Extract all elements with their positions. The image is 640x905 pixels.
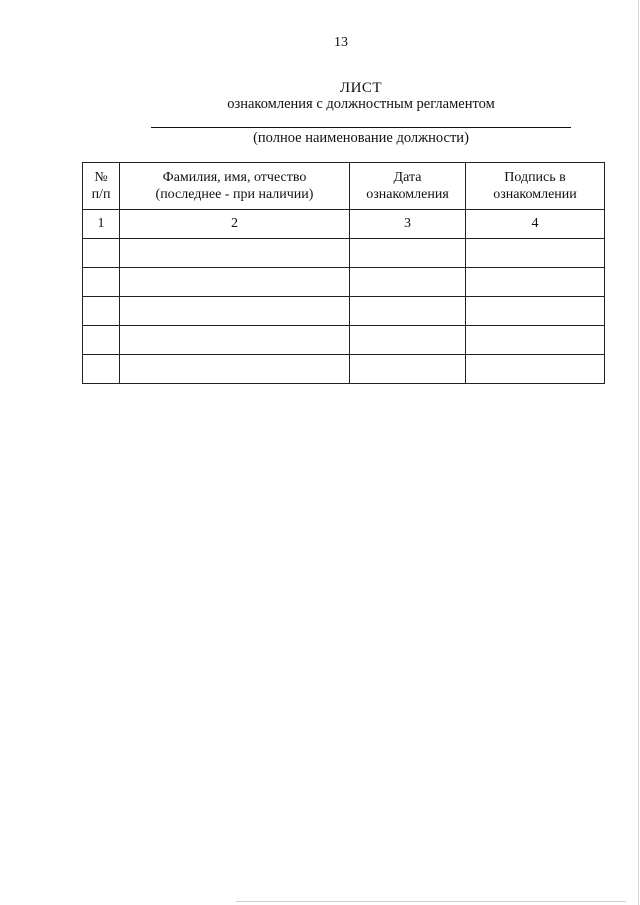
signature-cell — [466, 239, 605, 268]
date-cell — [350, 239, 466, 268]
table-row — [83, 268, 605, 297]
table-row — [83, 239, 605, 268]
number-cell — [83, 297, 120, 326]
full-name-cell — [120, 355, 350, 384]
full-name-cell — [120, 239, 350, 268]
number-cell — [83, 239, 120, 268]
signature-cell — [466, 326, 605, 355]
full-name-cell — [120, 297, 350, 326]
full-name-cell — [120, 268, 350, 297]
column-number-3: 3 — [350, 210, 466, 239]
header-number-label: № п/п — [91, 170, 111, 202]
table-row — [83, 326, 605, 355]
position-caption: (полное наименование должности) — [253, 130, 469, 146]
number-cell — [83, 355, 120, 384]
header-full-name — [120, 163, 350, 210]
date-cell — [350, 297, 466, 326]
date-cell — [350, 326, 466, 355]
signature-cell — [466, 355, 605, 384]
page-edge — [236, 901, 626, 902]
number-cell — [83, 326, 120, 355]
header-full-name-label: Фамилия, имя, отчество (последнее - при наличии) — [155, 170, 314, 202]
header-date — [350, 163, 466, 210]
header-signature — [466, 163, 605, 210]
column-numbering-row — [83, 210, 605, 239]
column-number-4: 4 — [466, 210, 605, 239]
signature-cell — [466, 268, 605, 297]
page-number: 13 — [334, 35, 348, 50]
header-signature-label: Подпись в ознакомлении — [493, 170, 577, 202]
date-cell — [350, 355, 466, 384]
full-name-cell — [120, 326, 350, 355]
table-row — [83, 297, 605, 326]
date-cell — [350, 268, 466, 297]
number-cell — [83, 268, 120, 297]
header-date-label: Дата ознакомления — [366, 170, 449, 202]
acknowledgement-table — [82, 162, 605, 384]
document-subtitle: ознакомления с должностным регламентом — [227, 96, 495, 112]
table-header-row — [83, 163, 605, 210]
signature-cell — [466, 297, 605, 326]
document-title: ЛИСТ — [339, 80, 383, 96]
column-number-2: 2 — [120, 210, 350, 239]
position-name-line — [151, 127, 571, 128]
column-number-1: 1 — [83, 210, 120, 239]
header-number — [83, 163, 120, 210]
table-row — [83, 355, 605, 384]
